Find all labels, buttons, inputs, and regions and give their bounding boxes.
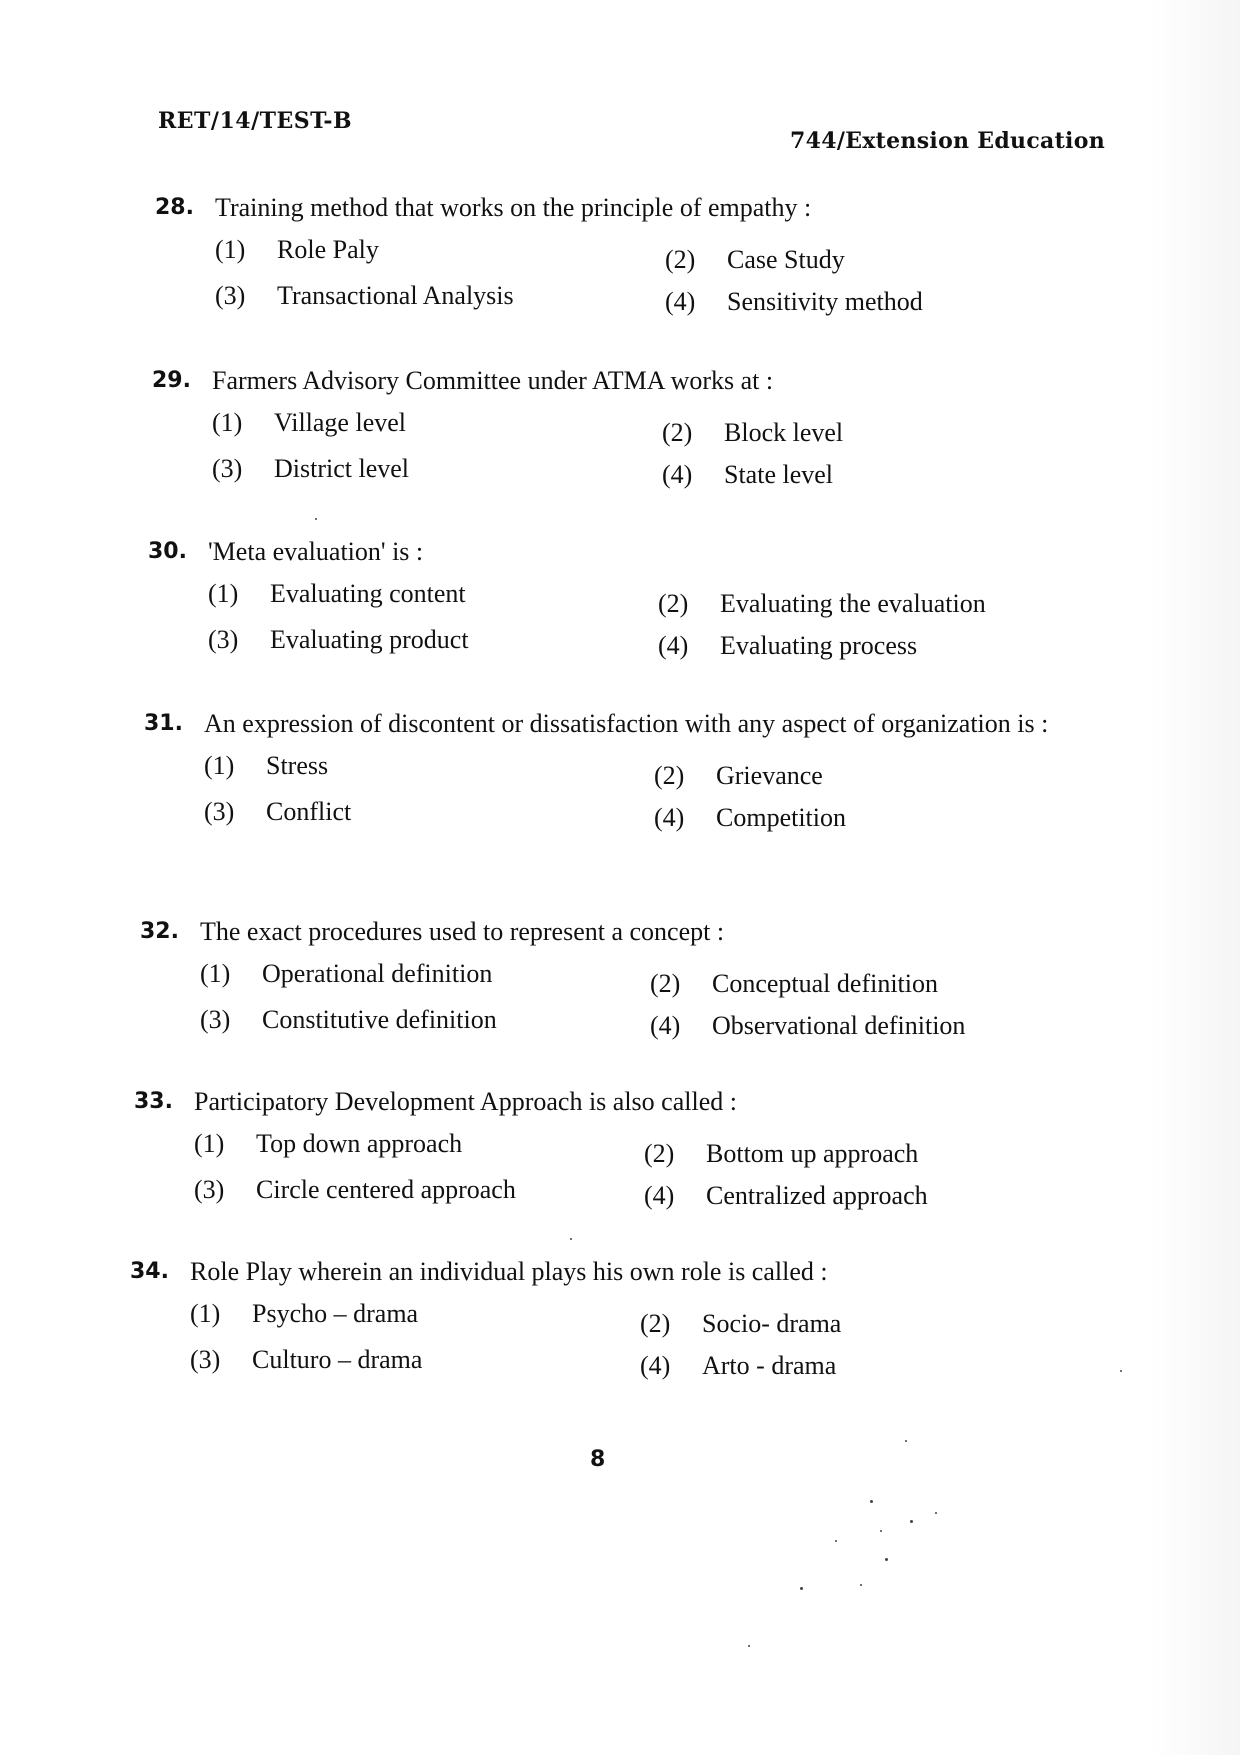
option-1: (1) Village level [212, 408, 406, 437]
option-2: (2) Evaluating the evaluation [658, 589, 986, 618]
scan-speck [800, 1587, 803, 1590]
scan-edge-shadow [1150, 0, 1240, 1755]
option-1: (1) Top down approach [194, 1129, 463, 1158]
option-4: (4) Arto - drama [640, 1351, 837, 1380]
scan-speck [315, 518, 317, 520]
options [204, 748, 1104, 842]
option-4: (4) Evaluating process [658, 631, 918, 660]
options [212, 405, 1112, 499]
scan-speck [1120, 1370, 1122, 1372]
option-3: (3) Transactional Analysis [215, 281, 514, 310]
question-28 [155, 190, 1115, 326]
question-text: Participatory Development Approach is also called : [194, 1087, 737, 1116]
option-4: (4) State level [662, 460, 834, 489]
option-2: (2) Conceptual definition [650, 969, 939, 998]
question-text: 'Meta evaluation' is : [208, 537, 424, 566]
question-33 [134, 1084, 1094, 1220]
options [194, 1126, 1094, 1220]
question-number: 33. [134, 1089, 173, 1114]
question-number: 31. [144, 711, 183, 736]
question-30 [148, 534, 1108, 670]
option-2: (2) Socio- drama [640, 1309, 842, 1338]
option-4: (4) Competition [654, 803, 846, 832]
scan-speck [885, 1558, 888, 1561]
question-text: Training method that works on the principle of empathy : [215, 193, 812, 222]
options [200, 956, 1100, 1050]
question-number: 30. [148, 539, 187, 564]
paper-code: RET/14/TEST-B [158, 108, 353, 134]
options [215, 232, 1115, 326]
option-2: (2) Case Study [665, 245, 845, 274]
scan-speck [935, 1512, 937, 1514]
scan-speck [905, 1440, 907, 1442]
option-1: (1) Stress [204, 751, 329, 780]
option-2: (2) Bottom up approach [644, 1139, 919, 1168]
option-1: (1) Role Paly [215, 235, 379, 264]
question-number: 32. [140, 919, 179, 944]
question-text: The exact procedures used to represent a concept : [200, 917, 725, 946]
question-text: Farmers Advisory Committee under ATMA works at : [212, 366, 774, 395]
options [190, 1296, 1090, 1390]
scan-speck [835, 1540, 837, 1542]
scan-speck [570, 1238, 572, 1240]
option-2: (2) Block level [662, 418, 844, 447]
option-1: (1) Operational definition [200, 959, 493, 988]
question-text: Role Play wherein an individual plays his own role is called : [190, 1257, 828, 1286]
option-3: (3) Culturo – drama [190, 1345, 423, 1374]
options [208, 576, 1108, 670]
scan-speck [880, 1530, 882, 1532]
option-3: (3) District level [212, 454, 410, 483]
question-number: 34. [130, 1259, 169, 1284]
scan-speck [870, 1500, 873, 1503]
option-4: (4) Sensitivity method [665, 287, 923, 316]
option-4: (4) Observational definition [650, 1011, 966, 1040]
page-number: 8 [590, 1447, 606, 1472]
option-3: (3) Conflict [204, 797, 352, 826]
question-number: 28. [155, 195, 194, 220]
option-4: (4) Centralized approach [644, 1181, 928, 1210]
option-3: (3) Constitutive definition [200, 1005, 497, 1034]
scan-speck [860, 1584, 862, 1586]
question-34 [130, 1254, 1090, 1390]
option-1: (1) Psycho – drama [190, 1299, 419, 1328]
question-32 [140, 914, 1100, 1050]
option-1: (1) Evaluating content [208, 579, 466, 608]
option-3: (3) Circle centered approach [194, 1175, 516, 1204]
question-29 [152, 363, 1112, 499]
scan-speck [910, 1520, 913, 1523]
scan-speck [748, 1645, 750, 1647]
question-text: An expression of discontent or dissatisfaction with any aspect of organization is : [204, 709, 1049, 738]
subject-title: 744/Extension Education [790, 128, 1105, 154]
question-31 [144, 706, 1104, 842]
option-2: (2) Grievance [654, 761, 823, 790]
option-3: (3) Evaluating product [208, 625, 469, 654]
question-number: 29. [152, 368, 191, 393]
